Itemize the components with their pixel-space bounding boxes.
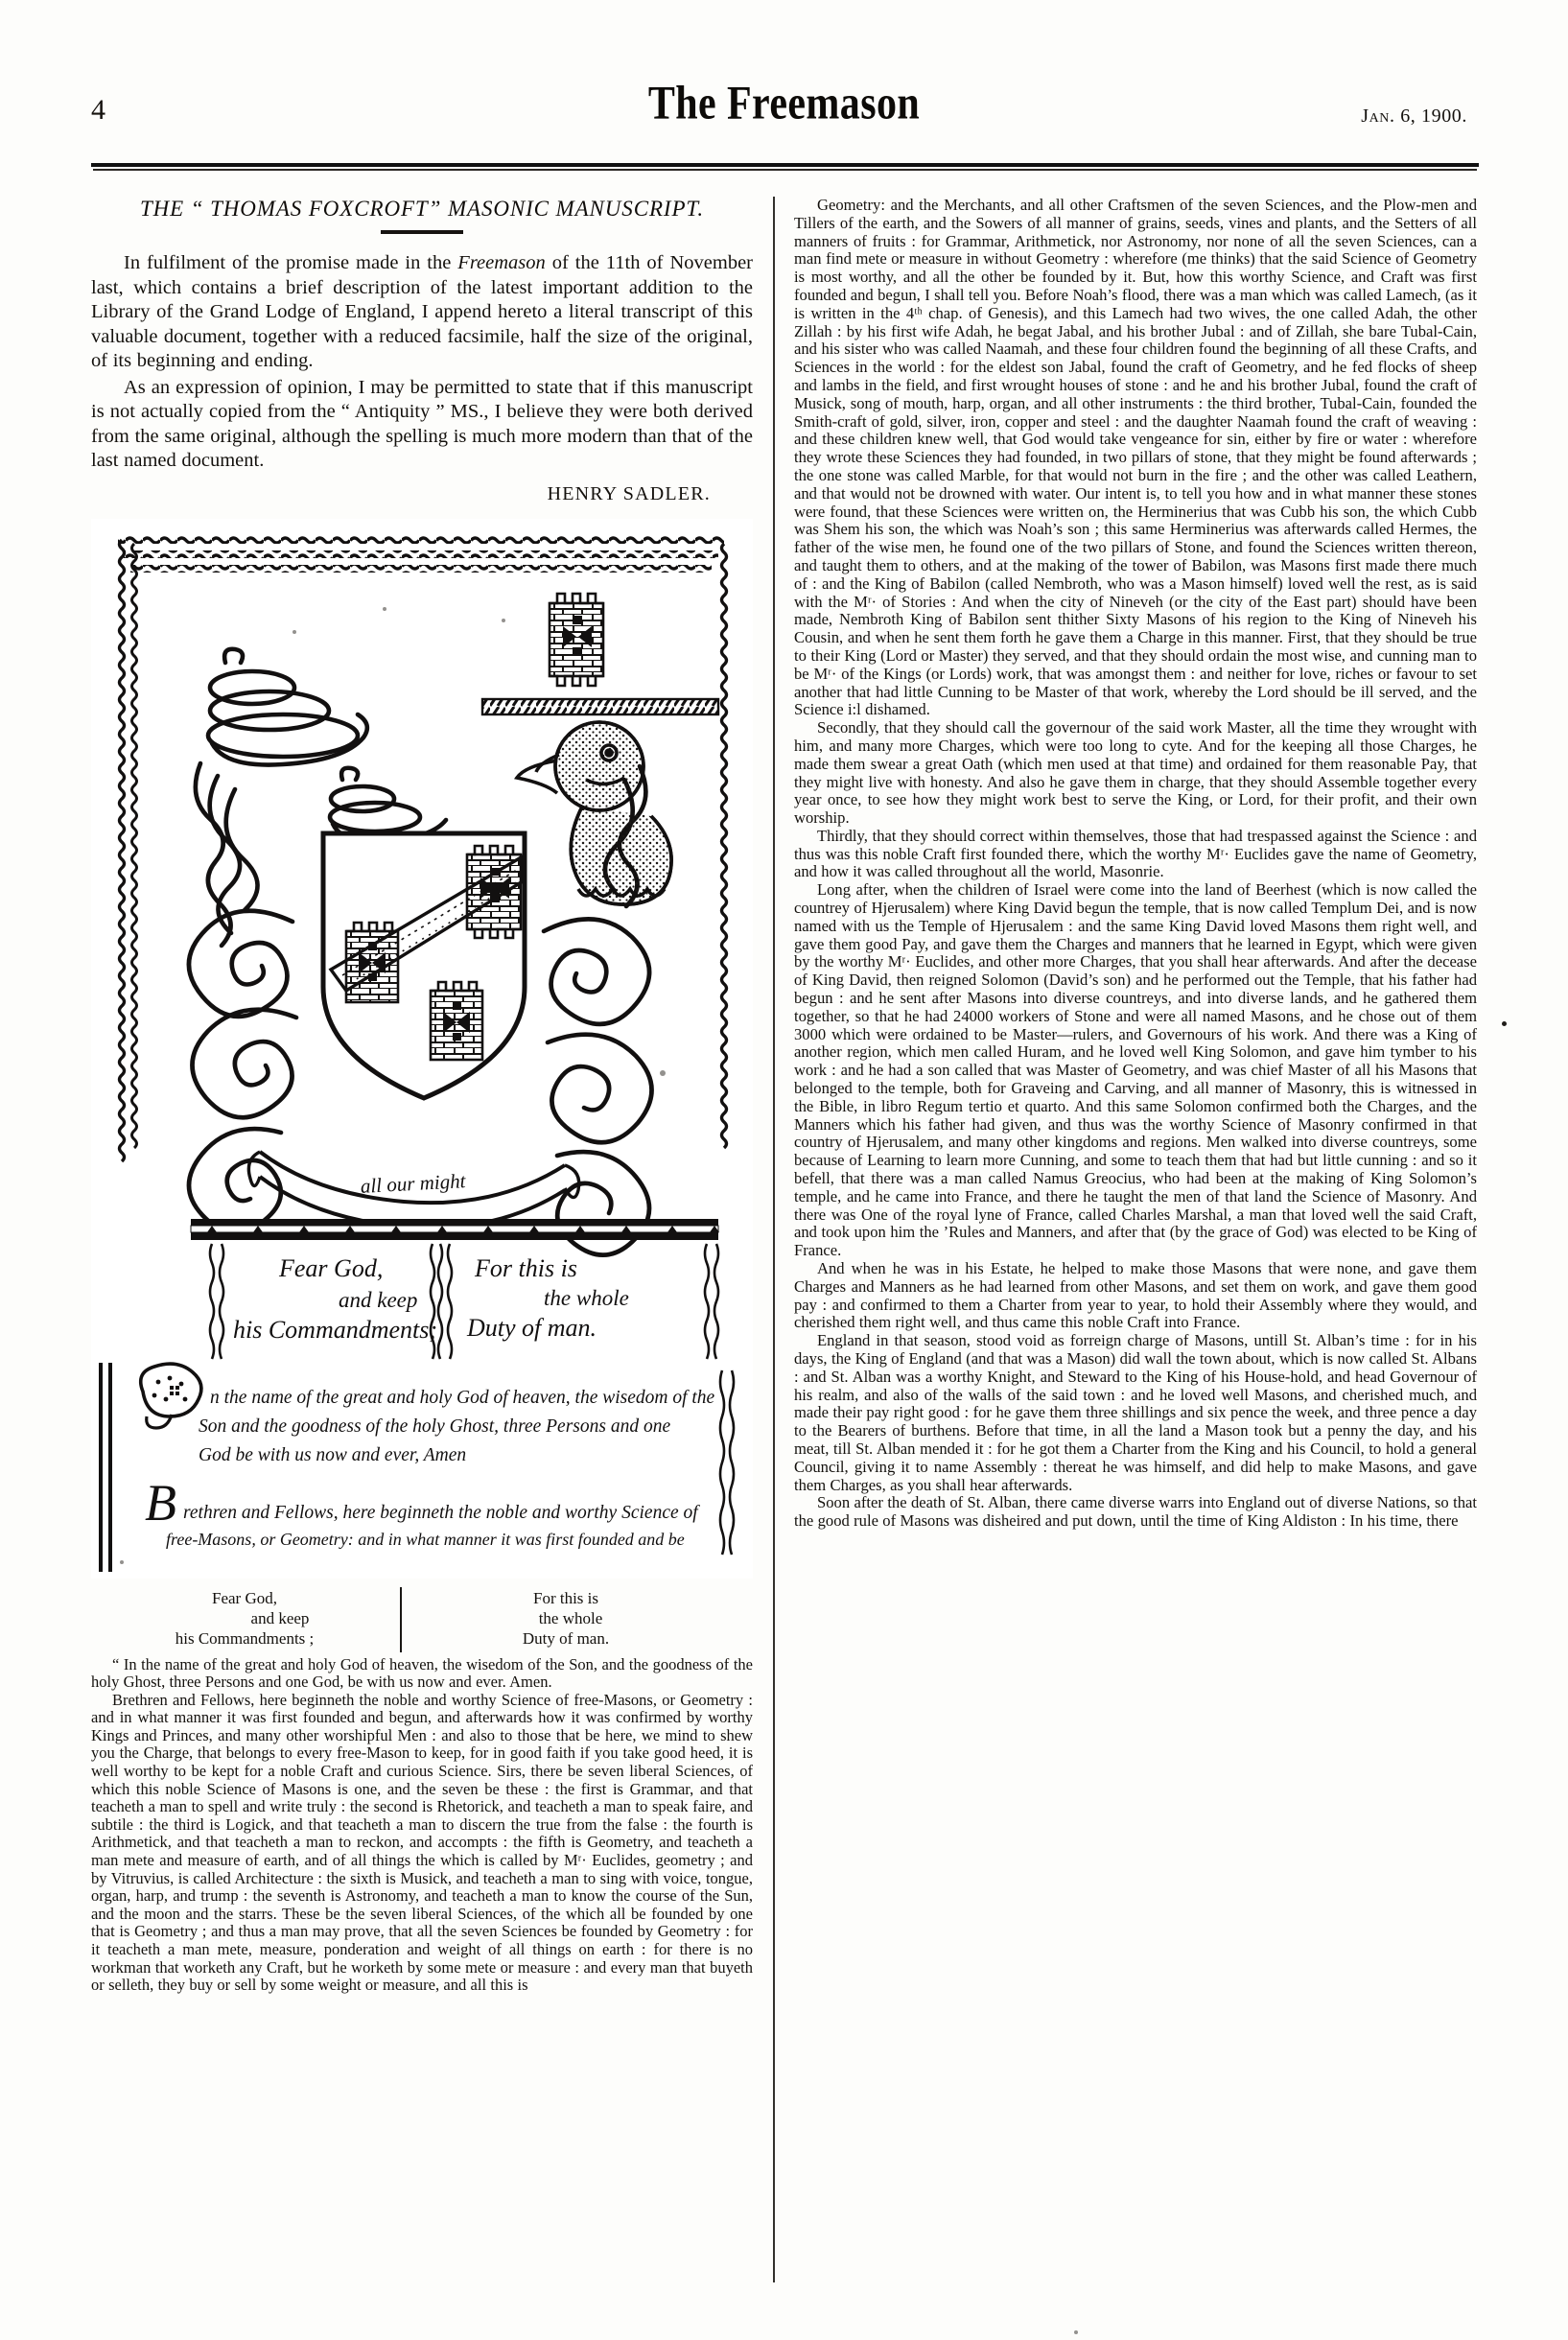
verse-right-line-2: the whole: [538, 1608, 603, 1627]
caption-right-line-2: the whole: [544, 1285, 629, 1310]
facsimile-engraving-svg: [91, 519, 753, 1579]
tower-charge-upper-right: [550, 594, 603, 686]
verse-left-line-2: and keep: [250, 1608, 310, 1627]
caption-left-line-1: Fear God,: [279, 1253, 384, 1282]
scan-speck: [1074, 2330, 1078, 2334]
right-paragraph: Geometry: and the Merchants, and all other Craftsmen of the seven Sciences, and the Plow-men and Tillers of the earth, and the Sowers of all manner of grains, seeds, vines and plants, and the Setters of all manners of fruits : for Grammar, Arithmetick, nor Astronomy, nor none of all the seven Sciences, can a man find mete or measure in without Geometry : wherefore (me thinks) that the said Science of Geometry is most worthy, and all the other be founded by it. But, how this worthy Science, and Craft was first founded and begun, I shall tell you. Before Noah’s flood, there was a man which was called Lamech, (as it is written in the 4ᵗʰ chap. of Genesis), and this Lamech had two wives, the one called Adah, the other Zillah : by his first wife Adah, he begat Jabal, and his brother Jubal : and of Zillah, she bare Tubal-Cain, and his sister who was called Naamah, and these four children found the beginning of all these Crafts, and Sciences in the world : for the eldest son Jabal, found the craft of Geometry, and he fed flocks of sheep and lambs in the field, and first wrought houses of stone : and he and his brother Jubal, found the craft of Musick, song of mouth, harp, organ, and all other instruments : the third brother, Tubal-Cain, founded the Smith-craft of gold, silver, iron, copper and steel : and the daughter Naamah found the craft of weaving : and these children knew well, that God would take vengeance for sin, either by fire or water : wherefore they wrote these Sciences they had founded, in two pillars of stone, that they might be found afterwards ; the one stone was called Marble, for that would not burn in the fire ; and the other was called Leathern, and that would not be drowned with water. Our intent is, to tell you how and in what manner these stones were found, that these Sciences were written on, the Herminerius that was Cubb his son, the which Cubb was Shem his son, the which was Noah’s son ; this same Herminerius was afterwards called Hermes, the father of the wise men, he found one of the two pillars of Stone, and found the Sciences written thereon, and taught them to others, and at the making of the tower of Babilon, was Masons first made there much of : and the King of Babilon (called Nembroth, who was a Mason himself) loved well the rest, as is said with the Mʳ· of Stories : And when the city of Nineveh (or the city of the East part) should have been made, Nembroth King of Babilon sent thither Sixty Masons of his region to the King of Nineveh his Cousin, and when he sent them forth he gave them a Charge in this manner. First, that they should be true to their King (Lord or Master) they served, and that they should ordain the most wise, and cunning man to be Mʳ· of the Kings (or Lords) work, that was amongst them : and neither for love, riches or favour to set another that had little Cunning to be Master of that work, whereby the Lord should be ill served, and the Science i:l dishamed.: [794, 196, 1477, 719]
intro-paragraph-1: In fulfilment of the promise made in the Freemason of the 11th of November last, which contains a brief description of the latest important addition to the Library of the Grand Lodge of England, I append hereto a literal transcript of this valuable document, together with a reduced facsimile, half the size of the original, of its beginning and ending.: [91, 252, 753, 371]
left-column: [91, 197, 753, 1995]
caption-left-line-3: his Commandments;: [233, 1315, 438, 1344]
right-column: [794, 197, 1477, 1531]
verse-left-cell: [91, 1588, 398, 1649]
facsimile-script-line-4: rethren and Fellows, here beginneth the noble and worthy Science of: [183, 1502, 698, 1523]
right-paragraph: And when he was in his Estate, he helped to make those Masons that were none, and gave them Charges and Manners as he had learned from other Masons, and set them on work, and gave them good pay : and confirmed to them a Charter from year to year, to hold their Assembly where they would, and cherished them right well, and thus came this noble Craft into France.: [794, 1259, 1477, 1332]
facsimile-script-line-1: n the name of the great and holy God of heaven, the wisedom of the: [210, 1387, 715, 1408]
torse-rope-band: [482, 699, 718, 714]
crest-bird-head: [517, 722, 671, 904]
escutcheon-shield: [323, 833, 525, 1098]
column-divider-rule: [773, 197, 775, 2282]
verse-left-line-1: Fear God,: [212, 1588, 277, 1607]
right-paragraph: England in that season, stood void as forreign charge of Masons, untill St. Alban’s time : for in his days, the King of England (and that was a Mason) did wall the town about, which is now called St. Albans : and St. Alban was a worthy Knight, and Steward to the King of his House-hold, and head Governour of his realm, and also of the walls of the said town : and he loved well Masons, and cherished much, and made their pay right good : for he gave them three shillings and six pence the week, and three pence a day to the Bearers of burthens. Before that time, in all the land a Mason took but a penny the day, and his meat, till St. Alban mended it : for he got them a Charter from the King and his Council, to hold a general Council, giving it to name Assembly : thereat he was himself, and did help to make Masons, and gave them Charges, as you shall hear afterwards.: [794, 1331, 1477, 1494]
page-folio-number: 4: [91, 94, 106, 126]
facsimile-script-line-3: God be with us now and ever, Amen: [199, 1444, 467, 1465]
right-column-body: [794, 197, 1477, 1531]
margin-scan-dot: [1502, 1021, 1507, 1026]
intro-paragraph-2: As an expression of opinion, I may be permitted to state that if this manuscript is not actually copied from the “ Antiquity ” MS., I believe they were both derived from the same original, although the spelling is much more modern than that of the last named document.: [91, 376, 753, 471]
verse-left-line-3: his Commandments ;: [175, 1628, 315, 1648]
masthead: [91, 77, 1477, 153]
verse-right-line-1: For this is: [532, 1588, 599, 1607]
facsimile-script-block: [99, 1363, 734, 1572]
transcription-paragraph: “ In the name of the great and holy God of heaven, the wisedom of the Son, and the goodness of the holy Ghost, three Persons and one God, be with us now and ever. Amen.: [91, 1654, 753, 1692]
tower-charge-1: [467, 846, 521, 938]
transcription-body: [91, 1656, 753, 1995]
volute-spiral-right-lower: [548, 1034, 652, 1142]
headline-dash-rule: [381, 230, 463, 234]
transcription-paragraph: Brethren and Fellows, here beginneth the noble and worthy Science of free-Masons, or Geometry : and in what manner it was first founded and begun, and afterwards how it was confirmed by worthy Kings and Princes, and many other worshipful Men : and also to those that be here, we mind to shew you the Charge, that belongs to every free-Mason to keep, for in good faith if you take good heed, it is well worthy to be kept for a noble Craft and curious Science. Sirs, there be seven liberal Sciences, of which this noble Science of Masons is one, and the seven be these : the first is Grammar, and that teacheth a man to spell and write truly : the second is Rhetorick, and teacheth a man to speak faire, and subtile : the third is Logick, and that teacheth a man to discern the true from the false : the fourth is Arithmetick, and that teacheth a man to reckon, and accompts : the fifth is Geometry, and teacheth a man mete and measure of earth, and of all things the which is called by Mʳ· Euclides, geometry ; and by Vitruvius, is called Architecture : the sixth is Musick, and teacheth a man to sing with voice, tongue, organ, harp, and trump : the seventh is Astronomy, and teacheth a man to know the course of the Sun, and the moon and the starrs. These be the seven liberal Sciences, of the which all be founded by one that is Geometry ; and thus a man may prove, that all the seven Sciences be founded by Geometry : for it teacheth a man mete, measure, ponderation and weight of all things on earth : for there is no workman that worketh any Craft, but he worketh by some mete or measure : and every man that buyeth or selleth, they buy or sell by some weight or measure, and all this is: [91, 1690, 753, 1995]
cloud-roll-upper-left: [208, 648, 367, 764]
caption-left-line-2: and keep: [339, 1287, 418, 1312]
volute-spiral-left-upper: [189, 910, 293, 1016]
motto-ribbon-scroll: [248, 1152, 578, 1228]
volute-spiral-right-upper: [544, 919, 649, 1024]
issue-date: Jan. 6, 1900.: [1361, 105, 1467, 127]
facsimile-script-line-2: Son and the goodness of the holy Ghost, three Persons and one: [199, 1416, 671, 1437]
facsimile-script-initial-B: B: [145, 1473, 176, 1532]
manuscript-facsimile-illustration: [91, 519, 753, 1579]
publication-title: The Freemason: [647, 78, 921, 130]
volute-spiral-left-lower: [192, 1009, 296, 1117]
verse-right-line-3: Duty of man.: [522, 1628, 610, 1648]
tower-charge-2: [346, 923, 398, 1002]
right-paragraph: Secondly, that they should call the governour of the said work Master, all the time they wrought with him, and many more Charges, which were too long to cyte. And for the keeping all those Charges, he made them swear a great Oath (which men used at that time) and ordained for them reasonable Pay, that they might live with honesty. And also he gave them in charge, that they should Assemble together every year once, to see how they might work best to serve the King, or Lord, for their profit, and their own worship.: [794, 718, 1477, 828]
right-paragraph: Soon after the death of St. Alban, there came diverse warrs into England out of diverse Nations, so that the good rule of Masons was disheired and put down, until the time of King Aldiston : In his time, there: [794, 1493, 1477, 1531]
verse-divider-rule: [400, 1587, 402, 1652]
article-headline: THE “ THOMAS FOXCROFT” MASONIC MANUSCRIPT.: [139, 197, 705, 221]
masthead-rule: [91, 163, 1479, 167]
transcription-verse-block: [91, 1588, 753, 1655]
caption-right-line-1: For this is: [475, 1253, 577, 1282]
caption-panel: [210, 1244, 718, 1359]
studded-divider-bar: [191, 1219, 719, 1240]
decorated-initial-I: [141, 1364, 201, 1428]
tower-charge-3: [431, 982, 482, 1060]
right-paragraph: Long after, when the children of Israel were come into the land of Beerhest (which is now called the countrey of Hjerusalem) where King David begun the temple, that is now called Templum Dei, and is now named with us the Temple of Hjerusalem : and the same King David loved Masons them right well, and gave them good Pay, and gave them the Charges and manners that he learned in Egypt, which were given by the worthy Mʳ· Euclides, and other more Charges, that you shall hear afterwards. And after the decease of King David, then reigned Solomon (David’s son) and he performed out the Temple, that his father had begun : and he sent after Masons into diverse countreys, and into diverse lands, and he gathered them together, so that he had 24000 workers of Stone and were all named Masons, and he chose out of them 3000 which were ordained to be Master—rulers, and Governours of his work. And there was a King of another region, which men called Huram, and he loved well King Solomon, and gave him tymber to his work : and he had a son called that was Master of Geometry, and was chief Master of all his Masons that belonged to the temple, both for Graveing and Carving, and all manner of Masonry, this is witnessed in the Bible, in libro Regum tertio et quarto. And this same Solomon confirmed both the Charges, and the Manners which his father had given, and thus was the worthy Science of Masonry confirmed in that country of Hjerusalem, and many other kingdoms and regions. Men walked into diverse countreys, some because of Learning to learn more Cunning, and some to teach them that had but little cunning : and so it befell, that there was a man called Namus Greocius, who had been at the making of King Solomon’s temple, and he came into France, and there he taught the men of that land the Science of Masonry. And there was One of the royal lyne of France, called Charles Marshal, a man that loved well the said Craft, and took upon him the ’Rules and Manners, and after that (by the grace of God) was elected to be King of France.: [794, 880, 1477, 1260]
article-byline: HENRY SADLER.: [547, 482, 711, 504]
italic-publication-name: Freemason: [457, 252, 546, 273]
facsimile-script-line-5: free-Masons, or Geometry: and in what manner it was first founded and be: [166, 1529, 685, 1549]
motto-text: all our might: [360, 1168, 467, 1198]
right-paragraph: Thirdly, that they should correct within themselves, those that had trespassed against the Science : and thus was this noble Craft first founded there, which the worthy Mʳ· Euclides gave the name of Geometry, and how it was called throughout all the world, Masonrie.: [794, 826, 1477, 881]
cloud-roll-mid: [330, 767, 446, 841]
verse-right-cell: [408, 1588, 724, 1649]
caption-right-line-3: Duty of man.: [467, 1313, 597, 1342]
